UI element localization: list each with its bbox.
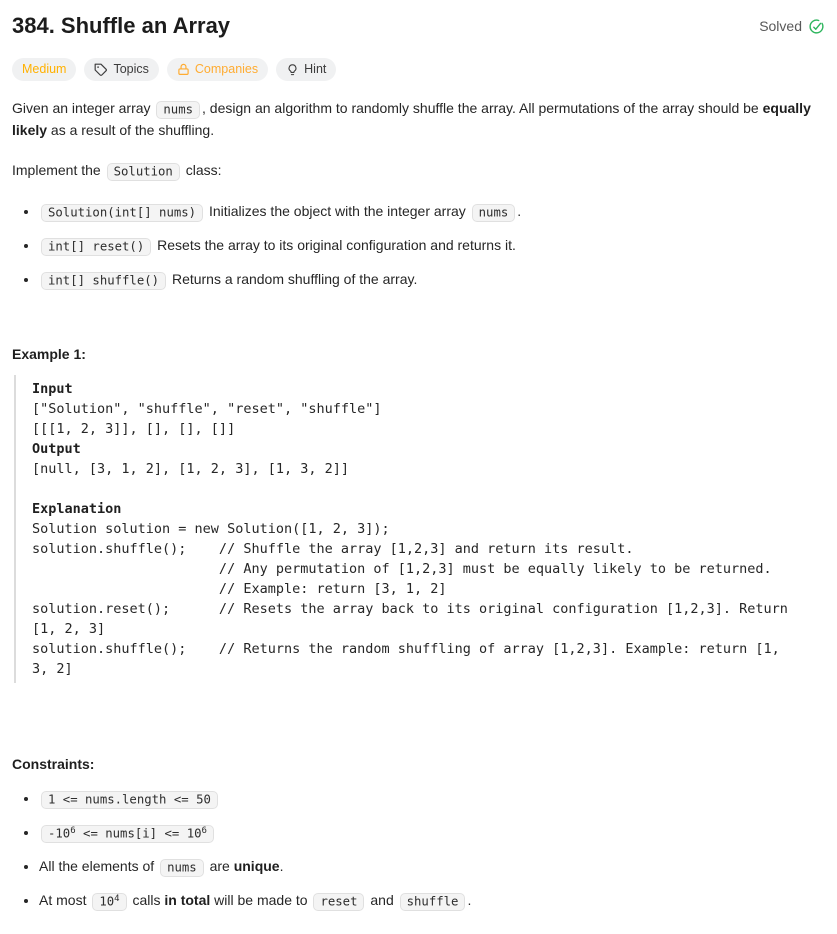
- tag-icon: [94, 63, 108, 77]
- example-code-line: Explanation: [32, 501, 122, 517]
- hint-label: Hint: [304, 62, 327, 77]
- inline-code: reset: [313, 893, 364, 911]
- inline-code: nums: [156, 101, 200, 119]
- meta-pill-row: [12, 58, 825, 81]
- inline-code: Solution: [107, 163, 180, 181]
- inline-code: int[] shuffle(): [41, 272, 166, 290]
- example-code-line: [32, 479, 825, 499]
- example-code-line: [null, [3, 1, 2], [1, 2, 3], [1, 3, 2]]: [32, 461, 349, 477]
- difficulty-pill[interactable]: [12, 58, 76, 81]
- topics-label: Topics: [113, 62, 149, 77]
- problem-page: [0, 13, 837, 912]
- page-title: 384. Shuffle an Array: [12, 13, 231, 38]
- constraint-item: • At most $10^4$ calls in total will be made to reset and shuffle .: [39, 890, 825, 912]
- example-heading: Example 1:: [12, 346, 86, 362]
- companies-pill[interactable]: [167, 58, 268, 81]
- example-code-line: Solution solution = new Solution([1, 2, 3]);: [32, 521, 390, 537]
- example-code-line: [1, 2, 3]: [32, 621, 106, 637]
- topics-pill[interactable]: [84, 58, 158, 81]
- example-block: [14, 375, 825, 683]
- hint-pill[interactable]: [276, 58, 336, 81]
- problem-description: [12, 98, 825, 912]
- solved-check-icon: [808, 18, 825, 35]
- example-heading-row: [12, 344, 825, 365]
- lock-icon: [177, 63, 190, 76]
- example-code-line: [[[1, 2, 3]], [], [], []]: [32, 421, 236, 437]
- example-code-line: 3, 2]: [32, 661, 73, 677]
- description-paragraph-1: Given an integer array nums , design an algorithm to randomly shuffle the array. All permutations of the array should be equally likely as a result of the shuffling.: [12, 100, 811, 138]
- inline-code: $10^4$: [92, 893, 126, 911]
- inline-code: nums: [472, 204, 516, 222]
- example-code-line: // Any permutation of [1,2,3] must be equally likely to be returned.: [32, 561, 772, 577]
- example-code-line: solution.shuffle(); // Shuffle the array [1,2,3] and return its result.: [32, 541, 634, 557]
- example-code-line: ["Solution", "shuffle", "reset", "shuffle"]: [32, 401, 382, 417]
- example-code-line: solution.reset(); // Resets the array back to its original configuration [1,2,3]. Return: [32, 601, 788, 617]
- problem-header: [12, 13, 825, 39]
- method-item: • int[] reset() Resets the array to its original configuration and returns it.: [39, 235, 825, 257]
- solved-label: Solved: [759, 18, 802, 34]
- description-paragraph-2: Implement the Solution class:: [12, 160, 825, 182]
- inline-code: 1 <= nums.length <= 50: [41, 791, 218, 809]
- constraints-list: [12, 788, 825, 912]
- constraint-item: [39, 788, 825, 810]
- inline-code: $-10^6$ <= nums[i] <= $10^6$: [41, 825, 214, 843]
- constraint-item: [39, 822, 825, 844]
- example-code-line: solution.shuffle(); // Returns the random shuffling of array [1,2,3]. Example: return [1,: [32, 641, 780, 657]
- constraints-heading: Constraints:: [12, 756, 95, 772]
- inline-code: shuffle: [400, 893, 466, 911]
- inline-code: Solution(int[] nums): [41, 204, 203, 222]
- method-item: • Solution(int[] nums) Initializes the object with the integer array nums .: [39, 201, 825, 223]
- inline-code: nums: [160, 859, 204, 877]
- example-code-line: // Example: return [3, 1, 2]: [32, 581, 447, 597]
- method-list: [12, 201, 825, 291]
- constraints-heading-row: [12, 754, 825, 775]
- method-item: • int[] shuffle() Returns a random shuffling of the array.: [39, 269, 825, 291]
- example-code-line: Output: [32, 441, 81, 457]
- example-code-line: Input: [32, 381, 73, 397]
- companies-label: Companies: [194, 62, 259, 77]
- solved-status: [759, 18, 825, 35]
- inline-code: int[] reset(): [41, 238, 151, 256]
- difficulty-label: Medium: [22, 62, 67, 77]
- lightbulb-icon: [286, 63, 299, 77]
- constraint-item: • All the elements of nums are unique.: [39, 856, 825, 878]
